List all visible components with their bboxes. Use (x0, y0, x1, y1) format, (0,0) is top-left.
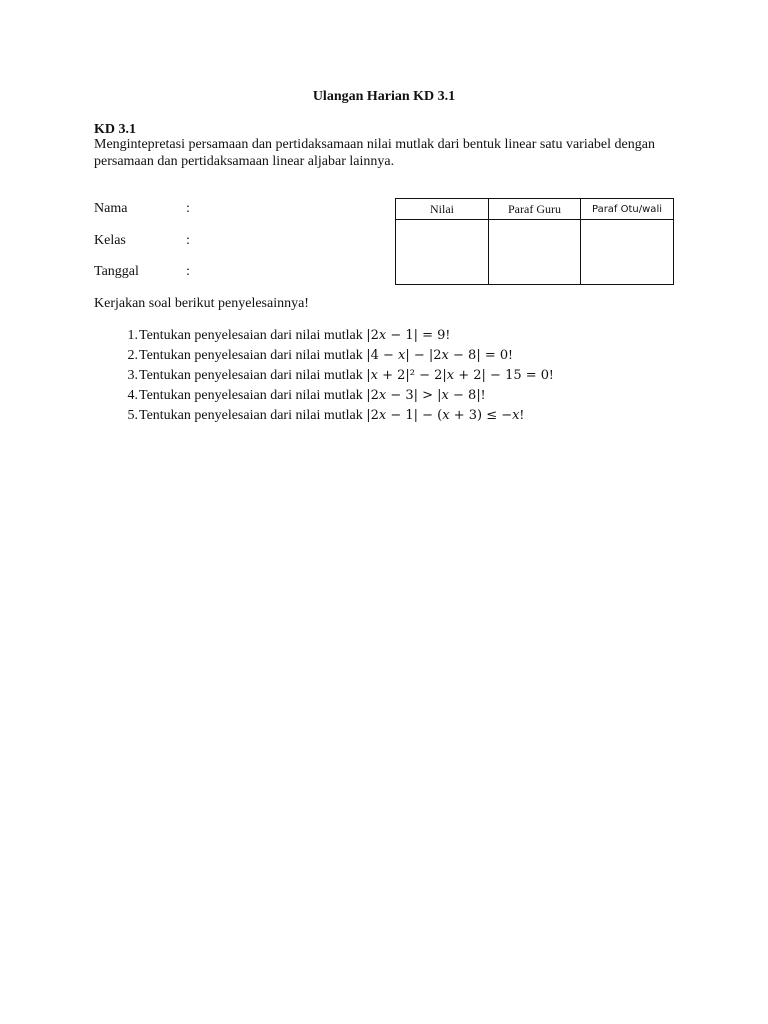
question-end: ! (508, 348, 513, 363)
question-math: |2𝑥 − 1| = 9 (366, 328, 446, 343)
field-colon: : (186, 201, 190, 216)
field-kelas (94, 233, 190, 249)
question-math: |2𝑥 − 1| − (𝑥 + 3) ≤ −𝑥 (366, 408, 520, 423)
question-number: 2. (127, 348, 138, 363)
field-label: Kelas (94, 233, 126, 248)
question-item (94, 406, 554, 426)
question-math: |𝑥 + 2|² − 2|𝑥 + 2| − 15 = 0 (366, 368, 550, 383)
question-prompt: Tentukan penyelesaian dari nilai mutlak (139, 388, 367, 403)
question-end: ! (445, 328, 451, 343)
question-item (94, 366, 554, 386)
question-number: 5. (127, 408, 138, 423)
field-label: Nama (94, 201, 128, 216)
field-colon: : (186, 264, 190, 279)
question-number: 4. (127, 388, 138, 403)
cell-paraf-wali (581, 220, 674, 285)
header-nilai: Nilai (396, 199, 489, 220)
field-colon: : (186, 233, 190, 248)
question-text (139, 326, 450, 346)
question-item (94, 326, 554, 346)
signature-table (395, 198, 674, 285)
document-title: Ulangan Harian KD 3.1 (312, 89, 456, 104)
question-number: 3. (127, 368, 138, 383)
question-text (139, 366, 554, 386)
question-prompt: Tentukan penyelesaian dari nilai mutlak (139, 368, 367, 383)
header-paraf-wali: Paraf Otu/wali (581, 199, 674, 220)
field-tanggal (94, 264, 190, 280)
header-paraf-guru: Paraf Guru (489, 199, 581, 220)
cell-paraf-guru (489, 220, 581, 285)
question-list (94, 326, 554, 426)
question-prompt: Tentukan penyelesaian dari nilai mutlak (139, 408, 367, 423)
question-prompt: Tentukan penyelesaian dari nilai mutlak (139, 348, 367, 363)
question-text (139, 406, 524, 426)
question-end: ! (549, 368, 554, 383)
instruction-text: Kerjakan soal berikut penyelesainnya! (94, 296, 309, 311)
question-text (139, 346, 513, 366)
question-item (94, 386, 554, 406)
kd-heading: KD 3.1 (94, 122, 136, 137)
question-math: |2𝑥 − 3| > |𝑥 − 8| (366, 388, 481, 403)
question-text (139, 386, 485, 406)
kd-description: Mengintepretasi persamaan dan pertidaksamaan nilai mutlak dari bentuk linear satu variabel dengan persamaan dan pertidaksamaan linear aljabar lainnya. (94, 137, 655, 169)
question-number: 1. (127, 328, 138, 343)
field-label: Tanggal (94, 264, 139, 279)
question-prompt: Tentukan penyelesaian dari nilai mutlak (139, 328, 367, 343)
question-item (94, 346, 554, 366)
field-nama (94, 201, 190, 217)
question-end: ! (519, 408, 525, 423)
question-end: ! (480, 388, 486, 403)
question-math: |4 − 𝑥| − |2𝑥 − 8| = 0 (366, 348, 509, 363)
cell-nilai (396, 220, 489, 285)
